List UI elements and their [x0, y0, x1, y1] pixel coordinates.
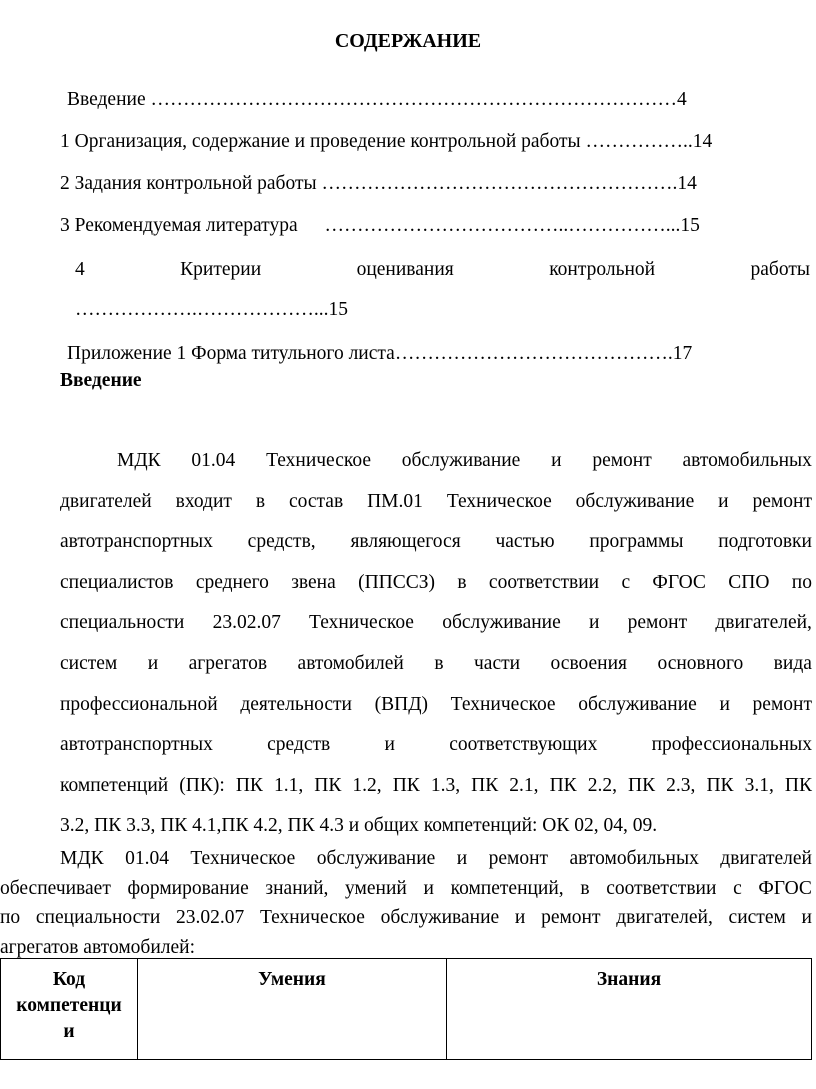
- table-header-line: Умения: [258, 969, 326, 990]
- toc-title: СОДЕРЖАНИЕ: [334, 30, 482, 52]
- toc-item-dots: ……………….………………...: [75, 299, 329, 320]
- competencies-table: [0, 958, 812, 1060]
- word: в: [434, 652, 444, 674]
- toc-item-dots: ……………………………………………….: [321, 173, 678, 194]
- toc-item-introduction[interactable]: [67, 88, 687, 112]
- word: 1.3,: [430, 774, 461, 796]
- toc-item-word: работы: [750, 259, 810, 280]
- word: ПМ.01: [367, 490, 423, 512]
- paragraph-line: [0, 874, 812, 904]
- toc-item-page: 4: [676, 89, 687, 110]
- word: обслуживание: [401, 450, 521, 471]
- word: обслуживание: [578, 693, 697, 715]
- word: и: [589, 612, 600, 634]
- paragraph-line: [60, 522, 812, 563]
- table-header-line: и: [63, 1021, 75, 1042]
- word: обслуживание: [380, 907, 500, 928]
- word: соответствии: [606, 877, 717, 899]
- word: (ПК):: [179, 774, 225, 796]
- word: двигателей,: [616, 907, 713, 928]
- word: программы: [589, 531, 684, 553]
- word: и: [718, 490, 729, 512]
- paragraph-line: [60, 644, 812, 685]
- paragraph-line: [0, 903, 812, 933]
- word: специалистов: [60, 571, 174, 593]
- word: деятельности: [240, 693, 352, 715]
- word: части: [474, 652, 521, 674]
- word: автотранспортных: [60, 734, 213, 756]
- word: соответствующих: [449, 734, 598, 756]
- intro-paragraph-1: [60, 441, 812, 847]
- word: с: [621, 571, 631, 593]
- word: 2.3,: [666, 774, 696, 796]
- toc-item-criteria[interactable]: [75, 258, 810, 282]
- word: ПК: [628, 774, 656, 796]
- word: и: [423, 877, 434, 899]
- word: двигателей: [60, 490, 152, 512]
- toc-item-appendix[interactable]: [67, 342, 692, 366]
- word: (ВПД): [374, 693, 429, 715]
- word: (ППССЗ): [358, 571, 436, 593]
- word: 3.1,: [744, 774, 774, 796]
- word: средств,: [247, 531, 316, 553]
- word: и: [719, 693, 730, 715]
- toc-item-literature[interactable]: [60, 214, 700, 238]
- word: СПО: [728, 571, 770, 593]
- word: 1.1,: [273, 774, 304, 796]
- word: Техническое: [190, 848, 296, 869]
- table-header-line: Код: [52, 969, 86, 990]
- word: формирование: [127, 877, 249, 899]
- toc-item-word: 4: [75, 259, 85, 280]
- word: в: [580, 877, 590, 899]
- toc-item-label: 1 Организация, содержание и проведение контрольной работы: [60, 131, 581, 152]
- word: 01.04: [125, 848, 169, 869]
- word: ремонт: [541, 907, 601, 928]
- toc-item-dots: …………………………………….: [394, 343, 673, 364]
- toc-item-dots: …………….: [585, 131, 688, 152]
- word: 23.02.07: [212, 612, 281, 634]
- table-header-line: компетенци: [16, 995, 122, 1016]
- word: основного: [657, 652, 744, 674]
- word: агрегатов: [188, 652, 268, 674]
- word: средств: [267, 734, 331, 756]
- word: ремонт: [752, 693, 812, 715]
- word: специальности: [35, 907, 161, 928]
- word: обслуживание: [316, 848, 436, 869]
- word: 2.1,: [509, 774, 539, 796]
- word: состав: [289, 490, 344, 512]
- word: в: [255, 490, 266, 512]
- word: компетенций: [60, 774, 169, 796]
- word: систем: [728, 907, 786, 928]
- word: среднего: [195, 571, 269, 593]
- toc-item-label: Введение: [67, 89, 146, 110]
- word: с: [733, 877, 742, 899]
- word: соответствии: [488, 571, 600, 593]
- table-header-code: [1, 959, 138, 1060]
- paragraph-line: [60, 685, 812, 726]
- intro-heading: Введение: [60, 370, 142, 391]
- toc-item-dots: ………………………………..……………...: [324, 215, 681, 236]
- toc-item-page: 14: [677, 173, 697, 194]
- word: Техническое: [450, 693, 556, 715]
- word: ПК: [549, 774, 577, 796]
- word: звена: [291, 571, 336, 593]
- word: являющегося: [350, 531, 461, 553]
- word: 01.04: [191, 450, 236, 471]
- toc-item-word: контрольной: [549, 259, 656, 280]
- table-header-skills: [138, 959, 447, 1060]
- word: ПК: [784, 774, 812, 796]
- word: ПК: [314, 774, 342, 796]
- word: профессиональных: [651, 734, 812, 756]
- word: автомобильных: [682, 450, 812, 471]
- paragraph-line: [60, 766, 812, 807]
- toc-item-word: оценивания: [356, 259, 454, 280]
- line-text: 3.2, ПК 3.3, ПК 4.1,ПК 4.2, ПК 4.3 и общих компетенций: ОК 02, 04, 09.: [60, 815, 658, 837]
- word: ПК: [706, 774, 734, 796]
- paragraph-line: [60, 563, 812, 604]
- paragraph-line: [60, 482, 812, 523]
- toc-item-page: .14: [687, 131, 713, 152]
- word: Техническое: [266, 450, 371, 471]
- toc-item-label: 2 Задания контрольной работы: [60, 173, 317, 194]
- word: обеспечивает: [0, 877, 111, 899]
- word: по: [0, 907, 21, 928]
- word: и: [147, 652, 159, 674]
- toc-item-tasks[interactable]: [60, 172, 697, 196]
- word: и: [801, 907, 812, 928]
- word: специальности: [60, 612, 185, 634]
- word: ремонт: [592, 450, 652, 471]
- table-header-line: Знания: [596, 969, 662, 990]
- word: двигателей,: [715, 612, 812, 634]
- toc-item-page: 17: [672, 343, 693, 364]
- toc-item-label: 3 Рекомендуемая литература: [60, 215, 298, 236]
- word: 1.2,: [352, 774, 382, 796]
- toc-item-label: Приложение 1 Форма титульного листа: [67, 343, 395, 364]
- paragraph-line: [0, 844, 812, 874]
- line-text: агрегатов автомобилей:: [0, 936, 196, 958]
- word: систем: [60, 652, 118, 674]
- word: автомобильных: [569, 848, 699, 869]
- word: компетенций,: [450, 877, 564, 899]
- word: МДК: [60, 848, 104, 869]
- word: умений: [345, 877, 407, 899]
- word: профессиональной: [60, 693, 218, 715]
- table-header-knowledge: [447, 959, 812, 1060]
- word: ремонт: [627, 612, 688, 634]
- word: обслуживание: [575, 490, 695, 512]
- toc-item-page: 15: [328, 299, 348, 320]
- word: и: [384, 734, 395, 756]
- table-header-row: [1, 959, 812, 1060]
- paragraph-line: [60, 441, 812, 482]
- word: ПК: [235, 774, 263, 796]
- word: знаний,: [265, 877, 329, 899]
- word: автотранспортных: [60, 531, 213, 553]
- word: ПК: [471, 774, 499, 796]
- word: ремонт: [488, 848, 549, 869]
- word: ПК: [392, 774, 420, 796]
- word: и: [456, 848, 468, 869]
- toc-item-organization[interactable]: [60, 130, 712, 154]
- word: двигателей: [720, 848, 812, 869]
- word: ФГОС: [758, 877, 812, 899]
- paragraph-line: [60, 603, 812, 644]
- word: Техническое: [446, 490, 552, 512]
- word: Техническое: [259, 907, 365, 928]
- word: подготовки: [718, 531, 812, 553]
- toc-item-criteria-cont[interactable]: [75, 298, 348, 322]
- word: входит: [175, 490, 232, 512]
- word: освоения: [550, 652, 627, 674]
- word: и: [551, 450, 562, 471]
- intro-paragraph-2: [0, 844, 812, 962]
- word: ремонт: [752, 490, 812, 512]
- word: вида: [773, 652, 812, 674]
- word: частью: [495, 531, 555, 553]
- word: обслуживание: [442, 612, 561, 634]
- word: ФГОС: [652, 571, 706, 593]
- toc-item-dots: ………………………………………………………………………: [150, 89, 677, 110]
- paragraph-line: [60, 806, 812, 847]
- word: 23.02.07: [175, 907, 245, 928]
- toc-item-word: Критерии: [180, 259, 262, 280]
- word: 2.2,: [587, 774, 617, 796]
- toc-item-page: 15: [680, 215, 700, 236]
- word: Техническое: [309, 612, 414, 634]
- word: и: [514, 907, 526, 928]
- paragraph-line: [60, 725, 812, 766]
- word: по: [791, 571, 812, 593]
- word: автомобилей: [297, 652, 404, 674]
- word: в: [457, 571, 467, 593]
- word: МДК: [117, 450, 161, 471]
